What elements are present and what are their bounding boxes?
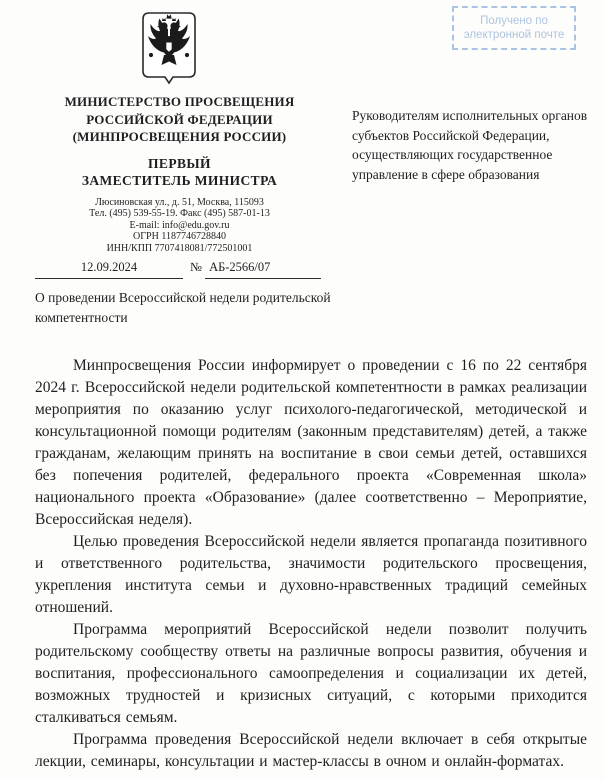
russia-coat-of-arms-icon — [139, 11, 199, 89]
inn-kpp-line: ИНН/КПП 7707418081/772501001 — [106, 242, 253, 254]
body-paragraph-1: Минпросвещения России информирует о проведении с 16 по 22 сентября 2024 г. Всероссийской недели родительской компетентности в рамках реализации мероприятия по оказанию услуг психолого-педагогической, методической и консультационной помощи родителям (законным представителям) детей, а также гражданам, желающим принять на воспитание в свои семьи детей, оставшихся без попечения родителей, федерального проекта «Современная школа» национального проекта «Образование» (далее соответственно – Мероприятие, Всероссийская неделя). — [35, 357, 587, 528]
position-title-line1: ПЕРВЫЙ — [148, 155, 211, 171]
reference-line — [35, 260, 335, 279]
stamp-line-1: Получено по — [480, 15, 548, 27]
position-title-line2: ЗАМЕСТИТЕЛЬ МИНИСТРА — [81, 173, 278, 188]
subject-line: О проведении Всероссийской недели родительской компетентности — [35, 290, 331, 325]
body-paragraph-3: Программа мероприятий Всероссийской недели позволит получить родительскому сообществу ответы на различные вопросы развития, обучения и воспитания, профессионального самоопределения и социализации их детей, возможных трудностей и кризисных ситуаций, с которыми приходится сталкиваться семьям. — [35, 621, 587, 726]
number-sign: № — [190, 260, 202, 274]
ministry-short-name: (МИНПРОСВЕЩЕНИЯ РОССИИ) — [72, 129, 287, 144]
ogrn-line: ОГРН 1187746728840 — [133, 231, 226, 242]
address-line: Люсиновская ул., д. 51, Москва, 115093 — [95, 196, 264, 208]
email-line: E-mail: info@edu.gov.ru — [129, 219, 230, 231]
date-field: 12.09.2024 — [35, 260, 183, 279]
ministry-name-line2: РОССИЙСКОЙ ФЕДЕРАЦИИ — [86, 111, 273, 127]
stamp-line-2: электронной почте — [463, 29, 565, 41]
body-paragraph-4: Программа проведения Всероссийской недели включает в себя открытые лекции, семинары, консультации и мастер-классы в очном и онлайн-форматах. — [35, 731, 587, 770]
ministry-name-line1: МИНИСТЕРСТВО ПРОСВЕЩЕНИЯ — [64, 94, 295, 109]
letterhead — [22, 93, 337, 254]
number-field: АБ-2566/07 — [205, 260, 321, 279]
email-received-stamp — [452, 6, 576, 50]
letter-body — [35, 355, 587, 773]
body-paragraph-2: Целью проведения Всероссийской недели является пропаганда позитивного и ответственного родительства, значимости родительского просвещения, укрепления института семьи и духовно-нравственных традиций семейных отношений. — [35, 533, 587, 616]
phone-fax-line: Тел. (495) 539-55-19. Факс (495) 587-01-13 — [89, 208, 270, 219]
recipient-block: Руководителям исполнительных органов субъектов Российской Федерации, осуществляющих государственное управление в сфере образования — [352, 108, 588, 182]
